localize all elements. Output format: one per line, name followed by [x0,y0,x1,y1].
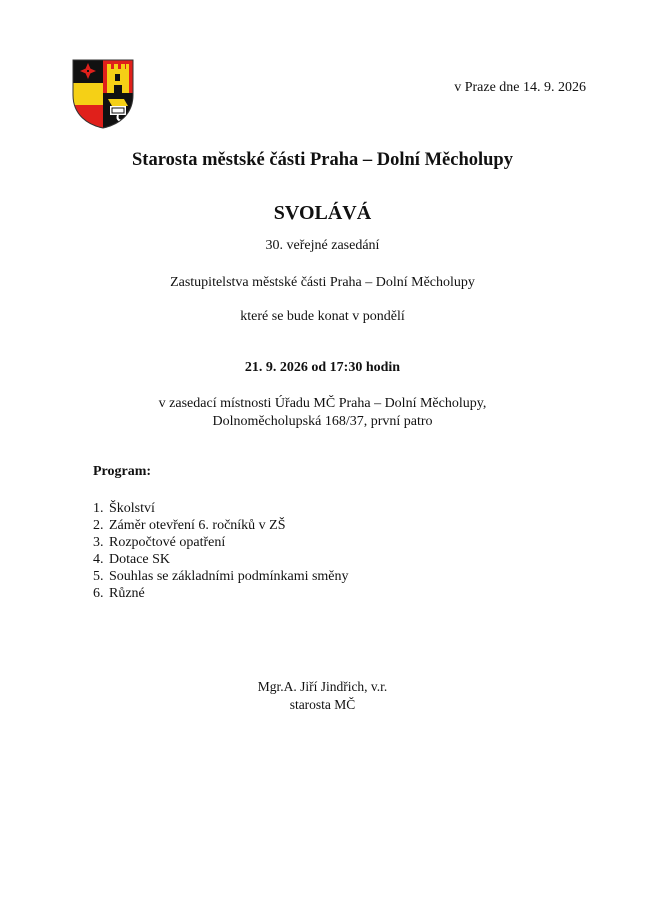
meeting-datetime: 21. 9. 2026 od 17:30 hodin [244,360,401,375]
program-item-number: 4. [93,552,104,567]
program-item-text: Záměr otevření 6. ročníků v ZŠ [109,518,286,533]
program-item [93,517,349,534]
coat-of-arms-icon [72,59,134,129]
program-item [93,585,349,602]
program-item-text: Dotace SK [109,552,171,567]
program-item [93,500,349,517]
location-line-2: Dolnoměcholupská 168/37, první patro [212,414,433,429]
program-item [93,568,349,585]
signatory-role: starosta MČ [289,697,356,712]
document-title: Starosta městské části Praha – Dolní Měcholupy [132,150,513,170]
program-item-number: 5. [93,569,104,584]
program-item-text: Různé [109,586,145,601]
date-line: v Praze dne 14. 9. 2026 [454,80,586,95]
document-heading: SVOLÁVÁ [273,202,372,224]
program-list [93,500,349,602]
program-label: Program: [93,464,152,479]
program-item-number: 1. [93,501,104,516]
location-line-1: v zasedací místnosti Úřadu MČ Praha – Dolní Měcholupy, [158,396,487,411]
council-line: Zastupitelstva městské části Praha – Dolní Měcholupy [170,275,475,290]
signatory-name: Mgr.A. Jiří Jindřich, v.r. [257,679,388,694]
program-item-number: 6. [93,586,104,601]
program-item-text: Školství [109,501,155,516]
program-item-number: 2. [93,518,104,533]
schedule-intro-line: které se bude konat v pondělí [240,309,405,324]
program-item-text: Rozpočtové opatření [109,535,226,550]
program-item [93,551,349,568]
program-item-number: 3. [93,535,104,550]
program-item [93,534,349,551]
meeting-number-line: 30. veřejné zasedání [265,238,380,253]
program-item-text: Souhlas se základními podmínkami směny [109,569,349,584]
